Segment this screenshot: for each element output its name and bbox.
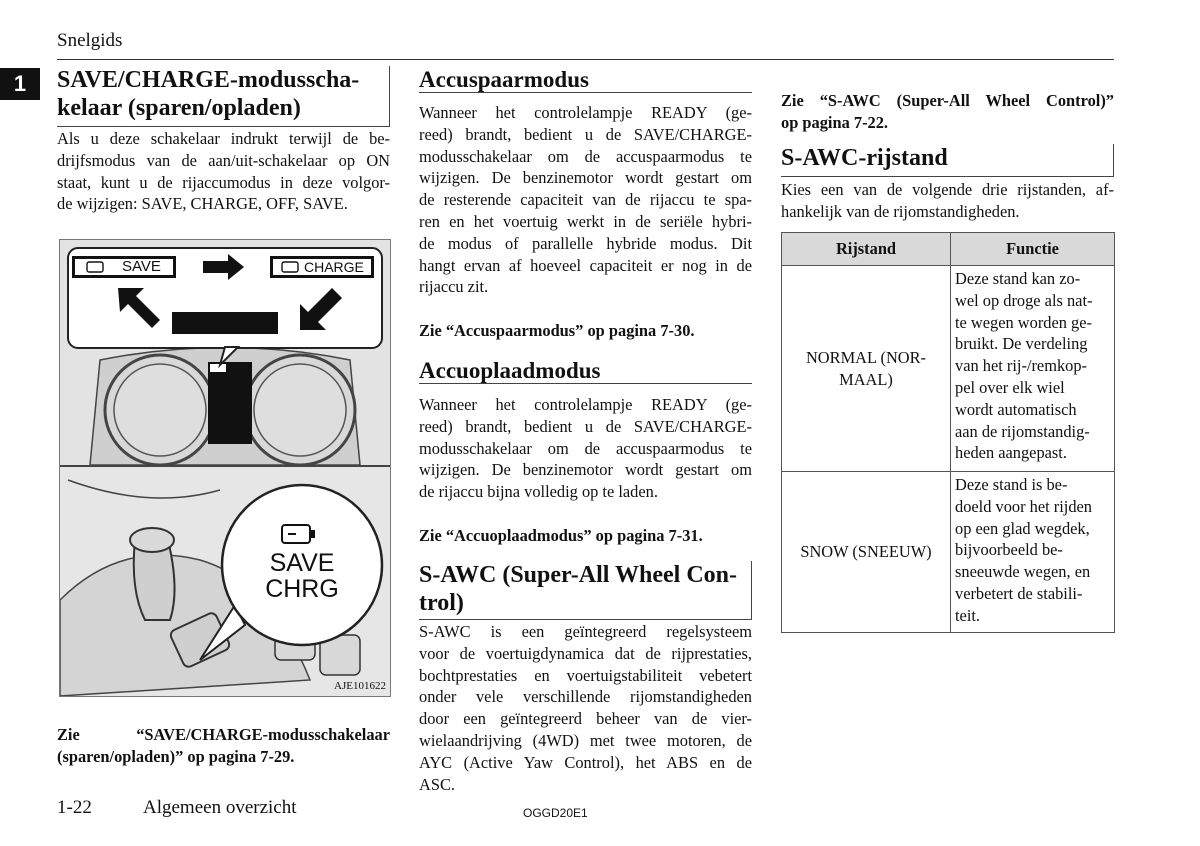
text-line: reed) brandt, bedient u de SAVE/CHARGE- — [419, 124, 752, 144]
switch-illustration — [60, 240, 390, 696]
rijstand-heading: S-AWC-rijstand — [781, 144, 1114, 177]
function-line: te wegen worden ge- — [955, 312, 1092, 332]
figure-code: AJE101622 — [334, 680, 386, 692]
function-cell — [951, 472, 1115, 633]
accuoplaad-heading: Accuoplaadmodus — [419, 357, 752, 384]
function-line: wordt automatisch — [955, 399, 1077, 419]
callout-save-label: SAVE — [122, 258, 161, 275]
text-line: bochtprestaties en voertuigstabiliteit vebetert — [419, 665, 752, 685]
accuoplaad-ref: Zie “Accuoplaadmodus” op pagina 7-31. — [419, 526, 703, 545]
text-line: drijfsmodus van de aan/uit-schakelaar op ON — [57, 150, 390, 170]
text-line: de modus of parallelle hybride modus. Dit — [419, 233, 752, 253]
text-line: wielaandrijving (4WD) met twee motoren, de — [419, 730, 752, 750]
function-line: bijvoorbeeld be- — [955, 540, 1063, 560]
text-line: de wijzigen: SAVE, CHARGE, OFF, SAVE. — [57, 194, 348, 214]
table-row — [782, 266, 1115, 472]
function-line: van het rij-/remkop- — [955, 356, 1087, 376]
heading-line: S-AWC (Super-All Wheel Con- — [419, 562, 738, 588]
page-number: 1-22 — [57, 797, 92, 818]
mode-cell — [782, 266, 951, 472]
text-line: de resterende capaciteit van de rijaccu te spa- — [419, 190, 752, 210]
rijstand-intro — [781, 179, 1114, 223]
function-cell — [951, 266, 1115, 472]
ref-line — [57, 724, 390, 746]
column-header-functie: Functie — [951, 233, 1115, 266]
running-title: Snelgids — [57, 30, 123, 51]
text-line: rijaccu zit. — [419, 277, 489, 297]
heading-line: kelaar (sparen/opladen) — [57, 95, 301, 121]
function-line: wel op droge als nat- — [955, 290, 1093, 310]
rijstand-table — [781, 232, 1115, 633]
heading-line: SAVE/CHARGE-modusscha- — [57, 67, 360, 93]
function-line: aan de rijomstandig- — [955, 421, 1090, 441]
mode-line: MAAL) — [839, 369, 893, 389]
function-line: op een glad wegdek, — [955, 518, 1090, 538]
text-line: S-AWC is een geïntegreerd regelsysteem — [419, 622, 752, 641]
function-line: bruikt. De verdeling — [955, 334, 1088, 354]
mode-cell — [782, 472, 951, 633]
text-line: Wanneer het controlelampje READY (ge- — [419, 395, 752, 414]
text-line: wijzigen. De benzinemotor wordt gestart om — [419, 460, 752, 480]
save-charge-heading — [57, 66, 390, 127]
accuspaar-paragraph — [419, 102, 752, 298]
ref-line: Zie “S-AWC (Super-All Wheel Control)” — [781, 91, 1114, 110]
text-line: AYC (Active Yaw Control), het ABS en de — [419, 752, 752, 772]
text-line: ren en het voertuig werkt in de seriële hybri- — [419, 211, 752, 231]
save-charge-paragraph — [57, 128, 390, 215]
mode-line: SNOW (SNEEUW) — [800, 542, 932, 562]
text-line: modusschakelaar om de accuspaarmodus te — [419, 146, 752, 166]
function-line: pel over elk wiel — [955, 377, 1065, 397]
text-line: Als u deze schakelaar indrukt terwijl de be- — [57, 129, 390, 148]
function-line: sneeuwde wegen, en — [955, 562, 1091, 582]
text-line: de rijaccu bijna volledig op te laden. — [419, 482, 658, 502]
sawc-ref — [781, 90, 1114, 134]
text-line: Kies een van de volgende drie rijstanden, af- — [781, 180, 1114, 199]
switch-label-save: SAVE — [269, 549, 335, 577]
function-line: Deze stand is be- — [955, 475, 1068, 494]
ref-word: Zie — [57, 725, 80, 744]
text-line: Wanneer het controlelampje READY (ge- — [419, 103, 752, 122]
sawc-heading — [419, 561, 752, 620]
text-line: staat, kunt u de rijaccumodus in deze volgor- — [57, 172, 390, 192]
text-line: ASC. — [419, 774, 455, 794]
callout-charge-label: CHARGE — [304, 259, 364, 275]
switch-label-chrg: CHRG — [265, 575, 339, 603]
function-line: heden aangepast. — [955, 443, 1067, 463]
text-line: door een geïntegreerd beheer van de vier- — [419, 709, 752, 729]
table-row — [782, 472, 1115, 633]
accuspaar-ref: Zie “Accuspaarmodus” op pagina 7-30. — [419, 321, 695, 340]
ref-line: op pagina 7-22. — [781, 112, 889, 132]
accuspaar-heading: Accuspaarmodus — [419, 66, 752, 93]
text-line: wijzigen. De benzinemotor wordt gestart om — [419, 168, 752, 188]
text-line: modusschakelaar om de accuspaarmodus te — [419, 438, 752, 458]
function-line: teit. — [955, 605, 981, 625]
table-header-row — [782, 233, 1115, 266]
text-line: voor de voertuigdynamica dat de rijprestaties, — [419, 643, 752, 663]
header-rule — [57, 59, 1114, 60]
chapter-tab: 1 — [0, 68, 40, 100]
ref-line: (sparen/opladen)” op pagina 7-29. — [57, 746, 295, 766]
column-header-rijstand: Rijstand — [782, 233, 951, 266]
save-charge-ref — [57, 724, 390, 768]
text-line: hankelijk van de rijomstandigheden. — [781, 201, 1020, 221]
function-line: doeld voor het rijden — [955, 496, 1093, 516]
accuoplaad-paragraph — [419, 394, 752, 503]
function-line: Deze stand kan zo- — [955, 269, 1081, 288]
switch-figure — [59, 239, 391, 697]
heading-line: trol) — [419, 590, 464, 616]
ref-title: “SAVE/CHARGE-modusschakelaar — [136, 725, 390, 744]
document-code: OGGD20E1 — [523, 806, 588, 820]
text-line: reed) brandt, bedient u de SAVE/CHARGE- — [419, 416, 752, 436]
section-title: Algemeen overzicht — [143, 797, 297, 818]
sawc-paragraph — [419, 621, 752, 795]
text-line: hangt ervan af hoeveel capaciteit er nog in de — [419, 255, 752, 275]
text-line: onder vele verschillende rijomstandigheden — [419, 687, 752, 707]
mode-line: NORMAL (NOR- — [805, 347, 927, 367]
function-line: verbetert de stabili- — [955, 583, 1083, 603]
